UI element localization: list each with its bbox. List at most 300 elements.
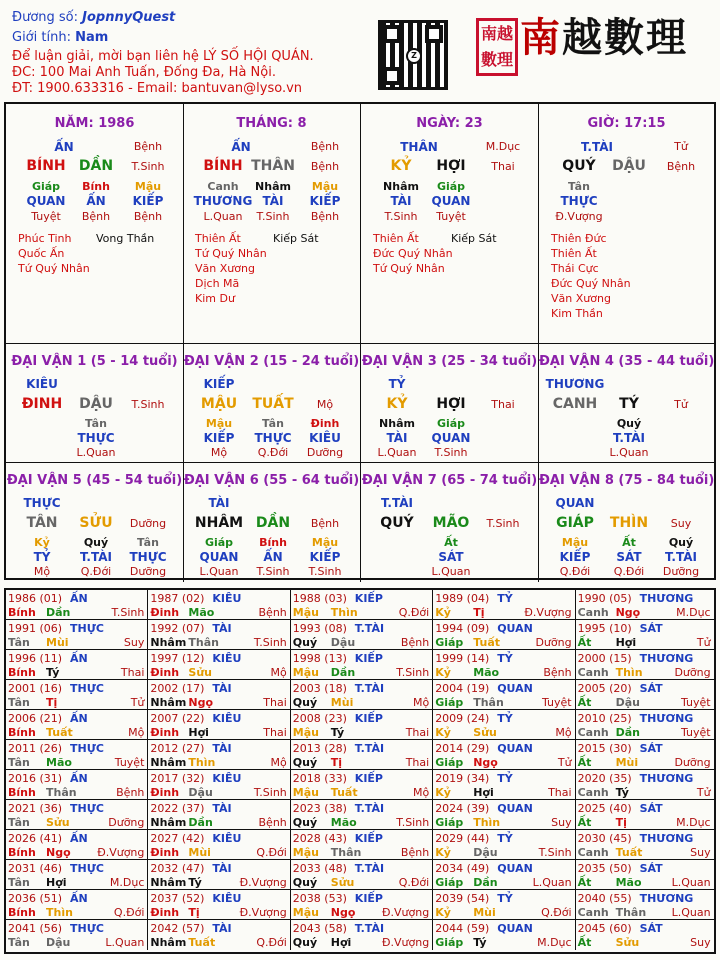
year-label: 2007 (22) (150, 712, 205, 725)
year-status: Q.Đới (398, 606, 430, 619)
year-god: QUAN (497, 742, 533, 755)
year-can: Kỷ (435, 846, 451, 859)
year-god: TỶ (497, 712, 513, 725)
dai-van-sub-2: T.Sinh (256, 565, 290, 578)
year-chi: Ngọ (473, 756, 498, 769)
year-can: Đinh (150, 846, 180, 859)
star-left-5: Văn Xương (551, 292, 611, 305)
year-chi: Tị (615, 816, 627, 829)
year-status: Thai (405, 726, 430, 739)
year-cell (291, 770, 433, 800)
year-can: Nhâm (150, 876, 187, 889)
dai-van-stem-1: Giáp (204, 536, 234, 549)
dai-van-stem-2: Quý (83, 536, 109, 549)
year-god: T.TÀI (354, 802, 385, 815)
year-status: T.Sinh (111, 606, 145, 619)
dai-van-can: ĐINH (21, 396, 63, 412)
year-chi: Thìn (188, 756, 216, 769)
year-can: Bính (8, 846, 36, 859)
year-cell (291, 710, 433, 740)
year-label: 2039 (54) (435, 892, 490, 905)
hidden-stem-1: Tân (568, 180, 590, 193)
year-chi: Thân (615, 906, 647, 919)
year-can: Tân (8, 636, 30, 649)
year-cell (6, 830, 148, 860)
year-chi: Mùi (46, 636, 69, 649)
dai-van-chi: DẦN (255, 515, 291, 531)
pillar-state: M.Dục (485, 140, 521, 153)
dai-van-god-1: QUAN (199, 550, 239, 564)
hidden-stem-1: Canh (207, 180, 239, 193)
owner-label: Đương số: (12, 10, 78, 25)
year-god: SÁT (639, 862, 663, 875)
dai-van-title: ĐẠI VẬN 3 (25 - 34 tuổi) (361, 354, 538, 369)
hidden-status-2: T.Sinh (256, 210, 290, 223)
year-chi: Dần (330, 666, 356, 679)
year-cell (6, 710, 148, 740)
dai-van-chi: DẬU (79, 396, 113, 412)
logo: 南越數理 (520, 14, 688, 61)
year-god: TÀI (212, 862, 232, 875)
hidden-stem-2: Giáp (436, 180, 466, 193)
year-status: Đ.Vượng (381, 936, 430, 949)
dai-van-stem-1: Nhâm (379, 417, 415, 430)
dai-van-god-2: T.TÀI (80, 550, 112, 564)
dai-van-god-1: KIẾP (559, 550, 591, 564)
year-can: Tân (8, 936, 30, 949)
year-cell (433, 680, 575, 710)
year-can: Tân (8, 876, 30, 889)
year-cell (148, 650, 290, 680)
year-label: 2001 (16) (8, 682, 63, 695)
year-label: 2024 (39) (435, 802, 490, 815)
seal-stamp: 南越 數理 (476, 18, 518, 76)
year-chi: Dần (46, 606, 71, 619)
year-cell (291, 860, 433, 890)
year-can: Giáp (435, 936, 464, 949)
year-chi: Thìn (46, 906, 73, 919)
year-cell (291, 590, 433, 620)
year-status: Suy (551, 816, 572, 829)
year-status: L.Quan (532, 876, 572, 889)
year-chi: Dậu (473, 846, 498, 859)
star-left-2: Quốc Ấn (18, 247, 65, 260)
pillar-star: THÂN (400, 140, 438, 154)
year-cell (148, 710, 290, 740)
year-label: 1995 (10) (577, 622, 632, 635)
year-god: QUAN (497, 922, 533, 935)
pillar-title: GIỜ: 17:15 (587, 116, 666, 131)
dai-van-god-1: TÀI (386, 431, 408, 445)
year-can: Quý (292, 636, 318, 649)
year-can: Nhâm (150, 816, 187, 829)
year-cell (433, 860, 575, 890)
pillar-title: NĂM: 1986 (54, 116, 135, 131)
year-status: Bệnh (400, 636, 430, 649)
year-status: Tử (696, 636, 711, 649)
dai-van-stem-2: Giáp (436, 417, 466, 430)
year-status: Suy (690, 936, 711, 949)
dai-van-stem-2: Ất (622, 536, 636, 549)
year-can: Canh (577, 726, 609, 739)
year-can: Ất (577, 696, 592, 709)
dai-van-sub-2: Q.Đới (80, 565, 112, 578)
year-cell (6, 620, 148, 650)
year-can: Canh (577, 906, 609, 919)
year-can: Bính (8, 906, 36, 919)
year-chi: Sửu (46, 816, 70, 829)
pillar-title: THÁNG: 8 (236, 116, 307, 131)
year-can: Ất (577, 816, 592, 829)
year-status: Bệnh (258, 606, 287, 619)
year-status: Bệnh (116, 786, 145, 799)
year-chi: Tuất (46, 726, 73, 739)
year-god: THƯƠNG (639, 892, 694, 905)
hidden-stem-2: Nhâm (255, 180, 291, 193)
hidden-status-1: Tuyệt (31, 210, 61, 223)
year-can: Giáp (435, 696, 464, 709)
year-chi: Thân (46, 786, 77, 799)
dai-van-can: TÂN (26, 515, 58, 531)
gender-value: Nam (75, 30, 109, 45)
year-chi: Sửu (615, 936, 640, 949)
dai-van-chi: TÝ (619, 396, 639, 412)
year-label: 2005 (20) (577, 682, 632, 695)
hidden-god-2: TÀI (262, 194, 284, 208)
year-chi: Thân (473, 696, 504, 709)
dai-van-god-3: KIÊU (309, 431, 341, 445)
year-status: T.Sinh (253, 786, 287, 799)
owner-line (12, 10, 175, 25)
yearly-table (4, 588, 716, 954)
year-label: 2045 (60) (577, 922, 632, 935)
dai-van-stem-2: Tân (85, 417, 107, 430)
dai-van-stem-3: Tân (137, 536, 159, 549)
dai-van-star: THƯƠNG (545, 377, 605, 391)
pillar-chi: DẦN (78, 158, 114, 174)
pillar-title: NGÀY: 23 (416, 116, 483, 131)
year-god: KIẾP (354, 772, 383, 785)
year-can: Ất (577, 936, 592, 949)
year-cell (291, 650, 433, 680)
pillar-can: BÍNH (26, 158, 66, 174)
year-god: ẤN (70, 652, 88, 665)
year-god: KIẾP (354, 592, 383, 605)
year-label: 2014 (29) (435, 742, 490, 755)
year-cell (576, 830, 714, 860)
year-chi: Thìn (473, 816, 501, 829)
dai-van-1 (6, 344, 184, 463)
year-label: 2021 (36) (8, 802, 63, 815)
year-cell (148, 770, 290, 800)
pillar-can: KỶ (390, 158, 412, 174)
year-label: 2002 (17) (150, 682, 205, 695)
year-status: M.Dục (676, 816, 711, 829)
year-label: 2025 (40) (577, 802, 632, 815)
dai-van-sub-1: Mộ (210, 446, 228, 459)
year-status: Tuyệt (680, 726, 711, 739)
year-god: THỰC (70, 622, 104, 635)
pillar-status: Bệnh (666, 160, 696, 173)
pillar-star: ẤN (231, 140, 251, 154)
year-cell (6, 920, 148, 950)
dai-van-sub-3: Dưỡng (306, 446, 344, 459)
year-god: THƯƠNG (639, 592, 694, 605)
year-status: Tuyệt (114, 756, 145, 769)
year-god: THỰC (70, 862, 104, 875)
year-cell (433, 770, 575, 800)
year-label: 2031 (46) (8, 862, 63, 875)
dai-van-sub-1: L.Quan (199, 565, 239, 578)
year-god: TỶ (497, 592, 513, 605)
year-god: KIÊU (212, 712, 242, 725)
star-left-1: Thiên Ất (195, 232, 241, 245)
year-status: Dưỡng (535, 636, 572, 649)
star-left-3: Tứ Quý Nhân (373, 262, 445, 275)
year-cell (6, 680, 148, 710)
dai-van-star: QUAN (555, 496, 595, 510)
dai-van-status: Dưỡng (129, 517, 167, 530)
year-chi: Ngọ (330, 906, 356, 919)
year-label: 2034 (49) (435, 862, 490, 875)
dai-van-2 (183, 344, 361, 463)
dai-van-star: TÀI (208, 496, 230, 510)
year-cell (6, 650, 148, 680)
dai-van-god-3: KIẾP (309, 550, 341, 564)
pillar-status: Thai (491, 160, 515, 173)
dai-van-god-3: THỰC (129, 550, 167, 564)
year-label: 1989 (04) (435, 592, 490, 605)
year-label: 2022 (37) (150, 802, 205, 815)
year-status: Tuyệt (541, 696, 572, 709)
hidden-god-3: KIẾP (309, 194, 341, 208)
dai-van-title: ĐẠI VẬN 5 (45 - 54 tuổi) (6, 473, 183, 488)
year-cell (576, 800, 714, 830)
year-chi: Sửu (473, 726, 497, 739)
year-status: Thai (405, 756, 430, 769)
dai-van-6 (183, 463, 361, 582)
star-right-1: Kiếp Sát (451, 232, 497, 245)
year-god: T.TÀI (354, 622, 385, 635)
dai-van-title: ĐẠI VẬN 2 (15 - 24 tuổi) (183, 354, 360, 369)
year-god: THƯƠNG (639, 832, 694, 845)
dai-van-sub-2: Q.Đới (257, 446, 289, 459)
year-status: Q.Đới (398, 876, 430, 889)
dai-van-can: KỶ (386, 396, 408, 412)
year-god: KIẾP (354, 712, 383, 725)
star-left-2: Tứ Quý Nhân (195, 247, 267, 260)
dai-van-stem-2: Quý (616, 417, 642, 430)
year-status: M.Dục (537, 936, 572, 949)
year-chi: Thân (330, 846, 362, 859)
year-cell (576, 890, 714, 920)
year-label: 1999 (14) (435, 652, 490, 665)
year-can: Đinh (150, 786, 180, 799)
dai-van-stem-3: Đinh (310, 417, 340, 430)
pillar-status: T.Sinh (131, 160, 165, 173)
year-status: Tử (696, 786, 711, 799)
year-chi: Hợi (330, 936, 352, 949)
year-can: Mậu (292, 666, 319, 679)
year-chi: Dần (615, 726, 640, 739)
year-chi: Tý (188, 876, 202, 889)
pillar-1 (6, 104, 184, 344)
year-cell (576, 860, 714, 890)
year-can: Đinh (150, 606, 180, 619)
year-status: L.Quan (105, 936, 145, 949)
year-chi: Dần (188, 816, 213, 829)
year-god: SÁT (639, 802, 663, 815)
hidden-status-2: Bệnh (81, 210, 111, 223)
year-chi: Sửu (188, 666, 212, 679)
pillar-star: T.TÀI (581, 140, 613, 154)
dai-van-sub-3: T.Sinh (308, 565, 342, 578)
year-chi: Sửu (330, 876, 355, 889)
year-status: Bệnh (543, 666, 572, 679)
year-label: 2008 (23) (292, 712, 347, 725)
hidden-god-1: THƯƠNG (193, 194, 253, 208)
year-cell (291, 740, 433, 770)
dai-van-can: MẬU (200, 396, 238, 412)
year-label: 2012 (27) (150, 742, 205, 755)
year-god: THỰC (70, 742, 104, 755)
year-god: QUAN (497, 862, 533, 875)
star-left-2: Thiên Ất (551, 247, 597, 260)
year-status: Mộ (270, 666, 287, 679)
hidden-status-1: L.Quan (203, 210, 243, 223)
pillar-2 (183, 104, 361, 344)
year-god: KIÊU (212, 892, 242, 905)
year-cell (433, 890, 575, 920)
year-status: Bệnh (258, 816, 287, 829)
year-god: ẤN (70, 832, 88, 845)
hidden-stem-3: Mậu (134, 180, 162, 193)
dai-van-god-2: SÁT (438, 550, 464, 564)
year-can: Ất (577, 756, 592, 769)
year-cell (433, 830, 575, 860)
year-cell (6, 860, 148, 890)
hidden-stem-3: Mậu (311, 180, 339, 193)
year-status: Dưỡng (674, 756, 711, 769)
year-chi: Mão (473, 666, 500, 679)
dai-van-stem-1: Kỷ (34, 536, 50, 549)
year-god: SÁT (639, 922, 663, 935)
dai-van-stem-1: Mậu (205, 417, 233, 430)
dai-van-star: TỶ (388, 377, 406, 391)
year-god: TỶ (497, 772, 513, 785)
year-status: Q.Đới (541, 906, 572, 919)
year-can: Giáp (435, 756, 464, 769)
year-chi: Mùi (473, 906, 496, 919)
year-chi: Thìn (615, 666, 643, 679)
year-can: Đinh (150, 666, 180, 679)
year-label: 1987 (02) (150, 592, 205, 605)
dai-van-chi: HỢI (436, 396, 466, 412)
year-cell (6, 770, 148, 800)
year-can: Giáp (435, 876, 464, 889)
year-can: Tân (8, 756, 30, 769)
year-god: ẤN (70, 892, 88, 905)
year-cell (148, 890, 290, 920)
phone-email-line: ĐT: 1900.633316 - Email: bantuvan@lyso.vn (12, 81, 303, 96)
pillar-state: Bệnh (310, 140, 340, 153)
year-god: SÁT (639, 682, 663, 695)
year-cell (148, 620, 290, 650)
year-god: T.TÀI (354, 922, 385, 935)
year-label: 1996 (11) (8, 652, 63, 665)
hidden-status-3: Bệnh (133, 210, 163, 223)
year-label: 1992 (07) (150, 622, 205, 635)
dai-van-status: Bệnh (310, 517, 340, 530)
year-god: THỰC (70, 922, 104, 935)
year-label: 2040 (55) (577, 892, 632, 905)
year-status: T.Sinh (253, 636, 287, 649)
year-status: Đ.Vượng (381, 906, 430, 919)
dai-van-star: KIÊU (26, 377, 58, 391)
year-chi: Ngọ (615, 606, 641, 619)
year-status: Dưỡng (674, 666, 711, 679)
year-god: T.TÀI (354, 682, 385, 695)
year-cell (576, 770, 714, 800)
year-chi: Tuất (330, 786, 358, 799)
dai-van-god-2: T.TÀI (613, 431, 645, 445)
hidden-stem-1: Giáp (31, 180, 61, 193)
year-can: Mậu (292, 726, 319, 739)
hidden-status-2: Tuyệt (436, 210, 466, 223)
year-label: 2016 (31) (8, 772, 63, 785)
year-status: Đ.Vượng (239, 876, 287, 889)
year-god: THỰC (70, 682, 104, 695)
dai-van-title: ĐẠI VẬN 6 (55 - 64 tuổi) (183, 473, 360, 488)
year-chi: Dậu (188, 786, 213, 799)
year-cell (6, 740, 148, 770)
year-status: Q.Đới (256, 936, 287, 949)
year-cell (433, 800, 575, 830)
pillar-star: ẤN (54, 140, 74, 154)
year-status: Đ.Vượng (97, 846, 145, 859)
year-status: Đ.Vượng (239, 906, 287, 919)
year-can: Đinh (150, 726, 180, 739)
year-label: 2020 (35) (577, 772, 632, 785)
year-can: Ất (577, 876, 592, 889)
year-status: Mộ (270, 756, 287, 769)
year-can: Đinh (150, 906, 180, 919)
hidden-status-1: Đ.Vượng (555, 210, 603, 223)
year-god: TỶ (497, 892, 513, 905)
pillar-can: QUÝ (562, 158, 596, 174)
dai-van-4 (539, 344, 714, 463)
dai-van-god-1: KIẾP (203, 431, 235, 445)
year-god: T.TÀI (354, 742, 385, 755)
year-can: Quý (292, 696, 318, 709)
year-can: Tân (8, 816, 30, 829)
year-can: Kỷ (435, 606, 451, 619)
dai-van-title: ĐẠI VẬN 8 (75 - 84 tuổi) (539, 473, 714, 488)
dai-van-god-2: ẤN (263, 550, 283, 564)
dai-van-7 (361, 463, 539, 582)
year-status: Mộ (412, 696, 430, 709)
year-god: THƯƠNG (639, 712, 694, 725)
dai-van-can: NHÂM (194, 515, 244, 531)
year-chi: Tị (473, 606, 485, 619)
year-chi: Thân (188, 636, 219, 649)
dai-van-god-2: THỰC (254, 431, 292, 445)
year-cell (576, 680, 714, 710)
pillar-can: BÍNH (203, 158, 243, 174)
pillar-4 (539, 104, 714, 344)
year-cell (148, 830, 290, 860)
year-god: SÁT (639, 742, 663, 755)
